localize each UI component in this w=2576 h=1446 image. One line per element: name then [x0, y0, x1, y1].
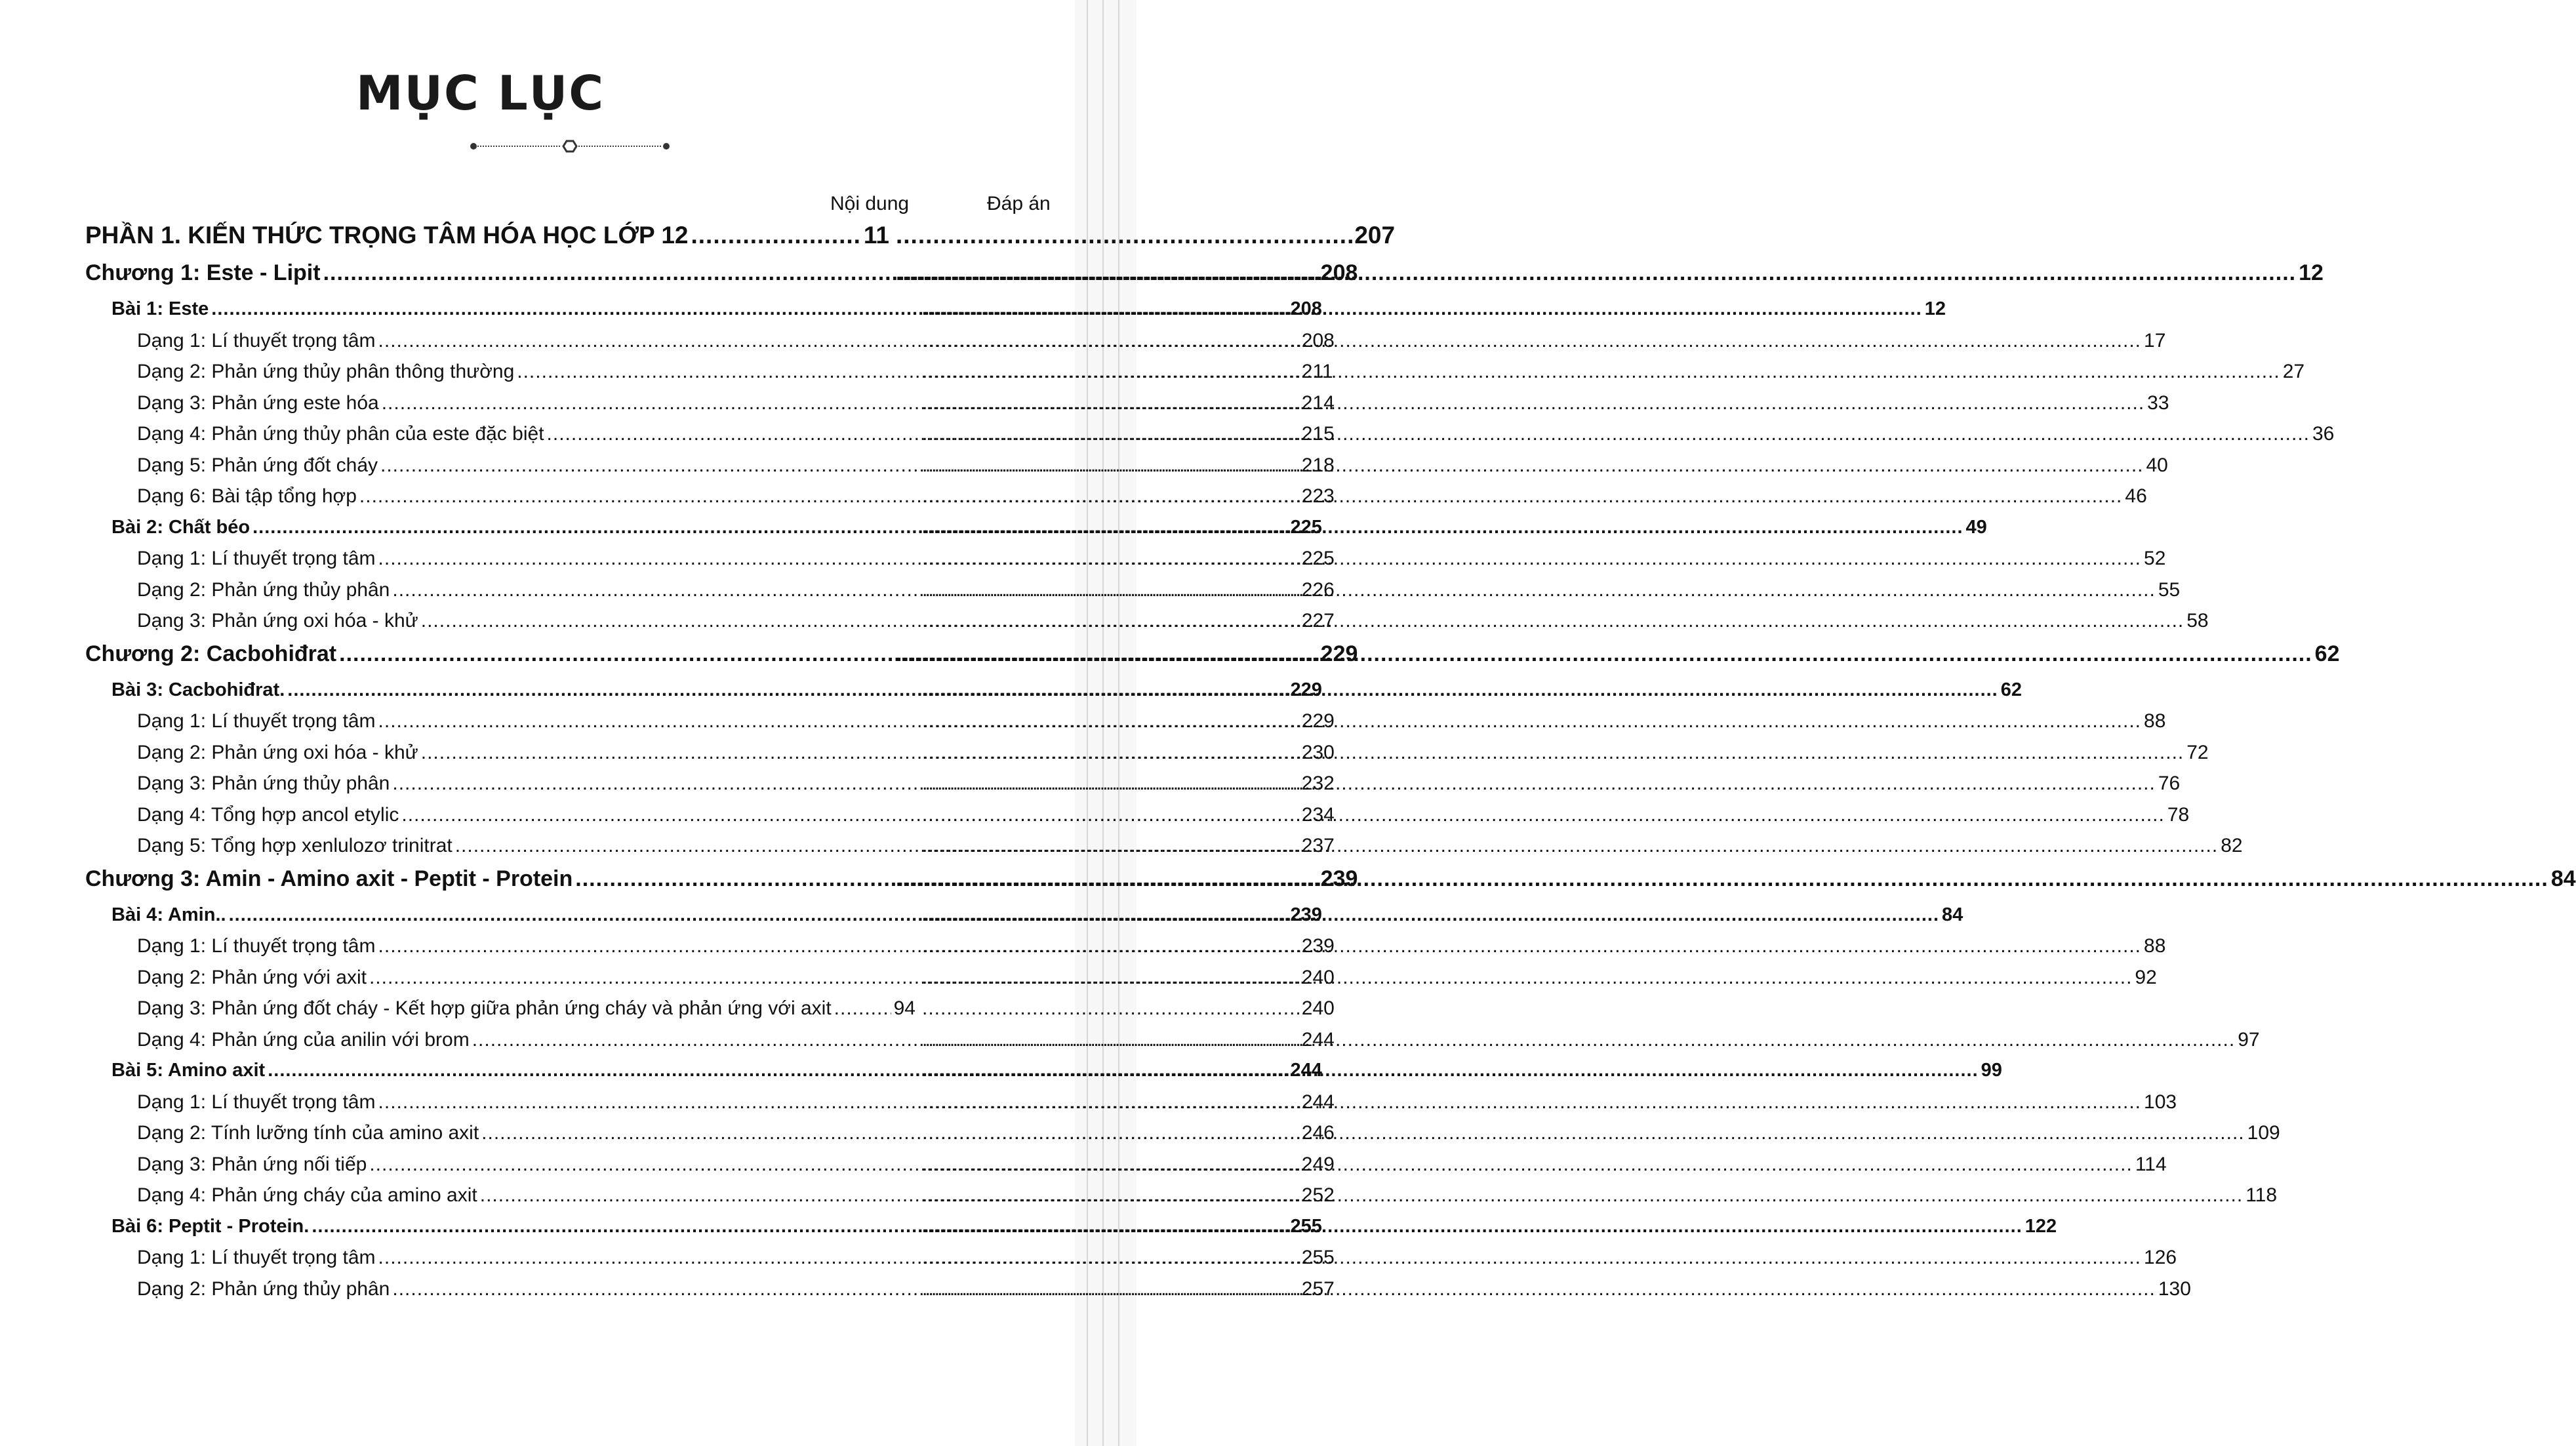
toc-row-item[interactable] — [85, 1247, 2177, 1278]
dot-leader — [889, 866, 1321, 892]
dot-leader — [916, 1060, 1291, 1081]
toc-row-item[interactable] — [85, 454, 2168, 486]
toc-page-number: 84 — [2550, 866, 2576, 891]
title-ornament — [470, 139, 670, 153]
toc-row-item[interactable] — [85, 1091, 2177, 1123]
toc-entry-title: Dạng 4: Phản ứng thủy phân của este đặc biệt — [137, 423, 544, 445]
toc-row-item[interactable] — [85, 548, 2166, 579]
toc-row-item[interactable] — [85, 1153, 2167, 1185]
toc-row-item[interactable] — [85, 835, 2243, 866]
toc-page-number: 118 — [2245, 1184, 2278, 1206]
toc-answer-page-number: 244 — [1301, 1028, 1335, 1051]
toc-answer-page-number: 239 — [1290, 904, 1322, 925]
toc-answer-page-number: 208 — [1320, 260, 1358, 285]
toc-entry-title: Dạng 3: Phản ứng oxi hóa - khử — [137, 610, 418, 632]
toc-entry-title: Dạng 3: Phản ứng thủy phân — [137, 773, 390, 794]
dot-leader — [916, 454, 1302, 477]
toc-row-item[interactable] — [85, 997, 1335, 1029]
dot-leader — [916, 517, 1291, 538]
toc-page-number: 62 — [2314, 641, 2340, 666]
toc-row-item[interactable] — [85, 803, 2190, 835]
toc-entry-title: Bài 4: Amin.. — [111, 904, 226, 925]
toc-entry-title: Dạng 2: Phản ứng với axit — [137, 966, 367, 988]
toc-entry-title: Bài 6: Peptit - Protein. — [111, 1215, 310, 1237]
dot-leader — [916, 1029, 1302, 1051]
dot-leader — [916, 742, 1302, 764]
dot-leader — [481, 1122, 2244, 1144]
dot-leader — [691, 222, 861, 249]
dot-leader — [916, 679, 1291, 701]
toc-page-number: 76 — [2158, 773, 2181, 794]
dot-leader — [455, 835, 2218, 857]
toc-row-chapter[interactable] — [85, 641, 2340, 679]
toc-answer-page-number: 208 — [1290, 298, 1322, 319]
dot-leader — [916, 330, 1302, 352]
dot-leader — [916, 710, 1302, 733]
toc-entry-title: Chương 2: Cacbohiđrat — [85, 641, 337, 666]
toc-page-number: 122 — [2024, 1215, 2057, 1237]
toc-entry-title: PHẦN 1. KIẾN THỨC TRỌNG TÂM HÓA HỌC LỚP 12 — [85, 222, 689, 249]
toc-entry-title: Dạng 3: Phản ứng đốt cháy - Kết hợp giữa phản ứng cháy và phản ứng với axit — [137, 997, 832, 1019]
dot-leader — [916, 967, 1302, 989]
dot-leader — [916, 610, 1302, 632]
toc-page-number: 84 — [1942, 904, 1963, 925]
toc-answer-page-number: 225 — [1290, 516, 1322, 538]
column-header-content: Nội dung — [830, 193, 910, 214]
toc-answer-page-number: 252 — [1301, 1184, 1335, 1206]
toc-entry-title: Bài 3: Cacbohiđrat. — [111, 679, 285, 700]
toc-answer-page-number: 227 — [1301, 610, 1335, 632]
toc-answer-page-number: 244 — [1290, 1060, 1322, 1081]
toc-answer-page-number: 246 — [1301, 1122, 1335, 1144]
toc-answer-page-number: 215 — [1301, 423, 1335, 445]
toc-answer-page-number: 229 — [1290, 679, 1322, 700]
toc-page-number: 109 — [2247, 1122, 2280, 1144]
toc-answer-page-number: 225 — [1301, 548, 1335, 569]
toc-answer-page-number: 255 — [1301, 1247, 1335, 1268]
toc-row-item[interactable] — [85, 423, 2335, 454]
toc-entry-title: Chương 3: Amin - Amino axit - Peptit - Protein — [85, 866, 573, 891]
toc-page-number: 97 — [2238, 1028, 2260, 1051]
toc-row-lesson[interactable] — [85, 1060, 2002, 1091]
toc-page-number: 40 — [2146, 454, 2168, 476]
toc-answer-page-number: 230 — [1301, 741, 1335, 763]
toc-row-lesson[interactable] — [85, 1215, 2057, 1247]
dot-leader — [916, 298, 1291, 320]
dot-leader — [517, 361, 2280, 383]
dot-leader — [916, 1216, 1291, 1237]
toc-entry-title: Bài 1: Este — [111, 298, 209, 319]
toc-row-item[interactable] — [85, 610, 2209, 641]
toc-row-chapter[interactable] — [85, 866, 2576, 904]
dot-leader — [916, 997, 1302, 1020]
dot-leader — [916, 835, 1302, 857]
dot-leader — [575, 866, 2548, 892]
toc-page-number: 27 — [2282, 361, 2305, 382]
dot-leader — [916, 1278, 1302, 1300]
toc-entry-title: Dạng 5: Tổng hợp xenlulozơ trinitrat — [137, 835, 453, 856]
toc-page-number: 130 — [2158, 1277, 2191, 1300]
toc-answer-page-number: 232 — [1301, 773, 1335, 794]
toc-page-number: 33 — [2147, 392, 2169, 414]
toc-row-item[interactable] — [85, 966, 2157, 998]
toc-row-part[interactable] — [85, 222, 1396, 260]
dot-leader — [480, 1184, 2243, 1207]
toc-page-number: 99 — [1981, 1060, 2002, 1081]
toc-row-item[interactable] — [85, 741, 2209, 773]
toc-entry-title: Dạng 4: Tổng hợp ancol etylic — [137, 803, 399, 826]
toc-page-number: 62 — [2000, 679, 2022, 700]
toc-page-number: 11 — [863, 222, 889, 249]
toc-answer-page-number: 226 — [1301, 578, 1335, 601]
toc-answer-page-number: 240 — [1301, 966, 1335, 988]
toc-page-number: 12 — [1924, 298, 1946, 319]
toc-answer-page-number: 244 — [1301, 1091, 1335, 1113]
toc-entry-title: Dạng 2: Phản ứng thủy phân — [137, 578, 390, 601]
toc-page-number: 72 — [2186, 741, 2209, 763]
toc-entry-title: Dạng 1: Lí thuyết trọng tâm — [137, 1091, 376, 1113]
toc-page-number: 92 — [2135, 966, 2157, 988]
dot-leader — [916, 904, 1291, 926]
toc-row-item[interactable] — [85, 1184, 2278, 1216]
toc-entry-title: Dạng 2: Tính lưỡng tính của amino axit — [137, 1122, 479, 1144]
toc-answer-page-number: 249 — [1301, 1153, 1335, 1175]
dot-leader — [916, 361, 1302, 383]
toc-entry-title: Dạng 1: Lí thuyết trọng tâm — [137, 1247, 376, 1268]
dot-leader — [889, 641, 1321, 667]
dot-leader — [916, 935, 1302, 957]
toc-page-number: 55 — [2158, 578, 2181, 601]
dot-leader — [916, 804, 1302, 826]
dot-leader — [889, 222, 1354, 249]
toc-entry-title: Dạng 1: Lí thuyết trọng tâm — [137, 329, 376, 351]
toc-answer-page-number: 207 — [1354, 222, 1396, 249]
toc-entry-title: Dạng 3: Phản ứng este hóa — [137, 392, 379, 414]
dot-leader — [889, 260, 1321, 286]
toc-page-number: 78 — [2167, 803, 2190, 826]
toc-row-chapter[interactable] — [85, 260, 2324, 298]
dot-leader — [916, 485, 1302, 508]
toc-page-number: 94 — [893, 997, 916, 1019]
toc-row-item[interactable] — [85, 392, 2169, 424]
toc-answer-page-number: 214 — [1301, 392, 1335, 414]
toc-row-item[interactable] — [85, 710, 2166, 742]
toc-entry-title: Dạng 6: Bài tập tổng hợp — [137, 485, 357, 507]
toc-page-number: 17 — [2144, 329, 2166, 351]
toc-entry-title: Dạng 4: Phản ứng cháy của amino axit — [137, 1184, 477, 1206]
toc-page-number: 88 — [2144, 935, 2166, 957]
dot-leader — [916, 1184, 1302, 1207]
toc-row-item[interactable] — [85, 1028, 2260, 1060]
toc-page-number: 52 — [2144, 548, 2166, 569]
toc-row-lesson[interactable] — [85, 298, 1946, 330]
dot-leader — [916, 1247, 1302, 1269]
toc-answer-page-number: 229 — [1320, 641, 1358, 666]
toc-page-number: 126 — [2144, 1247, 2177, 1268]
toc-answer-page-number: 255 — [1290, 1215, 1322, 1237]
toc-row-lesson[interactable] — [85, 516, 1987, 548]
toc-row-item[interactable] — [85, 578, 2181, 611]
toc-row-item[interactable] — [85, 1277, 2191, 1310]
toc-answer-page-number: 223 — [1301, 485, 1335, 507]
table-of-contents — [85, 222, 2576, 1309]
toc-page-number: 103 — [2144, 1091, 2177, 1113]
toc-entry-title: Dạng 2: Phản ứng thủy phân thông thường — [137, 361, 515, 382]
toc-entry-title: Bài 5: Amino axit — [111, 1060, 266, 1081]
toc-entry-title: Bài 2: Chất béo — [111, 516, 251, 538]
toc-row-item[interactable] — [85, 361, 2305, 392]
toc-entry-title: Dạng 2: Phản ứng oxi hóa - khử — [137, 741, 418, 763]
toc-entry-title: Dạng 1: Lí thuyết trọng tâm — [137, 710, 376, 732]
toc-page-number: 88 — [2144, 710, 2166, 732]
toc-page-number: 49 — [1965, 516, 1987, 538]
page-title: MỤC LỤC — [355, 66, 605, 121]
toc-answer-page-number: 208 — [1301, 329, 1335, 351]
toc-row-item[interactable] — [85, 1122, 2280, 1154]
toc-answer-page-number: 237 — [1301, 835, 1335, 856]
dot-leader — [916, 1154, 1302, 1176]
dot-leader — [916, 392, 1302, 414]
toc-answer-page-number: 239 — [1301, 935, 1335, 957]
toc-answer-page-number: 239 — [1320, 866, 1358, 891]
dot-leader — [916, 773, 1302, 795]
toc-row-item[interactable] — [85, 485, 2147, 517]
toc-answer-page-number: 234 — [1301, 803, 1335, 826]
dot-leader — [916, 548, 1302, 570]
toc-entry-title: Dạng 1: Lí thuyết trọng tâm — [137, 935, 376, 957]
toc-entry-title: Dạng 3: Phản ứng nối tiếp — [137, 1153, 367, 1175]
dot-leader — [916, 1122, 1302, 1144]
column-header-answer: Đáp án — [987, 193, 1051, 214]
dot-leader — [834, 997, 891, 1020]
toc-entry-title: Dạng 4: Phản ứng của anilin với brom — [137, 1028, 470, 1051]
toc-page-number: 36 — [2312, 423, 2335, 445]
toc-entry-title: Dạng 1: Lí thuyết trọng tâm — [137, 548, 376, 569]
toc-entry-title: Dạng 2: Phản ứng thủy phân — [137, 1277, 390, 1300]
toc-answer-page-number: 257 — [1301, 1277, 1335, 1300]
toc-row-item[interactable] — [85, 773, 2181, 804]
toc-answer-page-number: 211 — [1301, 361, 1333, 382]
toc-page-number: 12 — [2299, 260, 2324, 285]
toc-page-number: 58 — [2186, 610, 2209, 632]
dot-leader — [916, 579, 1302, 601]
toc-answer-page-number: 218 — [1301, 454, 1335, 476]
toc-entry-title: Dạng 5: Phản ứng đốt cháy — [137, 454, 378, 476]
dot-leader — [916, 423, 1302, 445]
toc-row-item[interactable] — [85, 329, 2166, 361]
toc-row-lesson[interactable] — [85, 679, 2022, 711]
toc-row-item[interactable] — [85, 935, 2166, 967]
dot-leader — [472, 1029, 2235, 1051]
dot-leader — [916, 1091, 1302, 1114]
toc-answer-page-number: 240 — [1301, 997, 1335, 1019]
toc-page-number: 114 — [2135, 1153, 2167, 1175]
toc-page-number: 82 — [2221, 835, 2243, 856]
toc-page-number: 46 — [2125, 485, 2147, 507]
toc-row-lesson[interactable] — [85, 904, 1963, 936]
toc-entry-title: Chương 1: Este - Lipit — [85, 260, 321, 285]
dot-leader — [547, 423, 2310, 445]
toc-answer-page-number: 229 — [1301, 710, 1335, 732]
